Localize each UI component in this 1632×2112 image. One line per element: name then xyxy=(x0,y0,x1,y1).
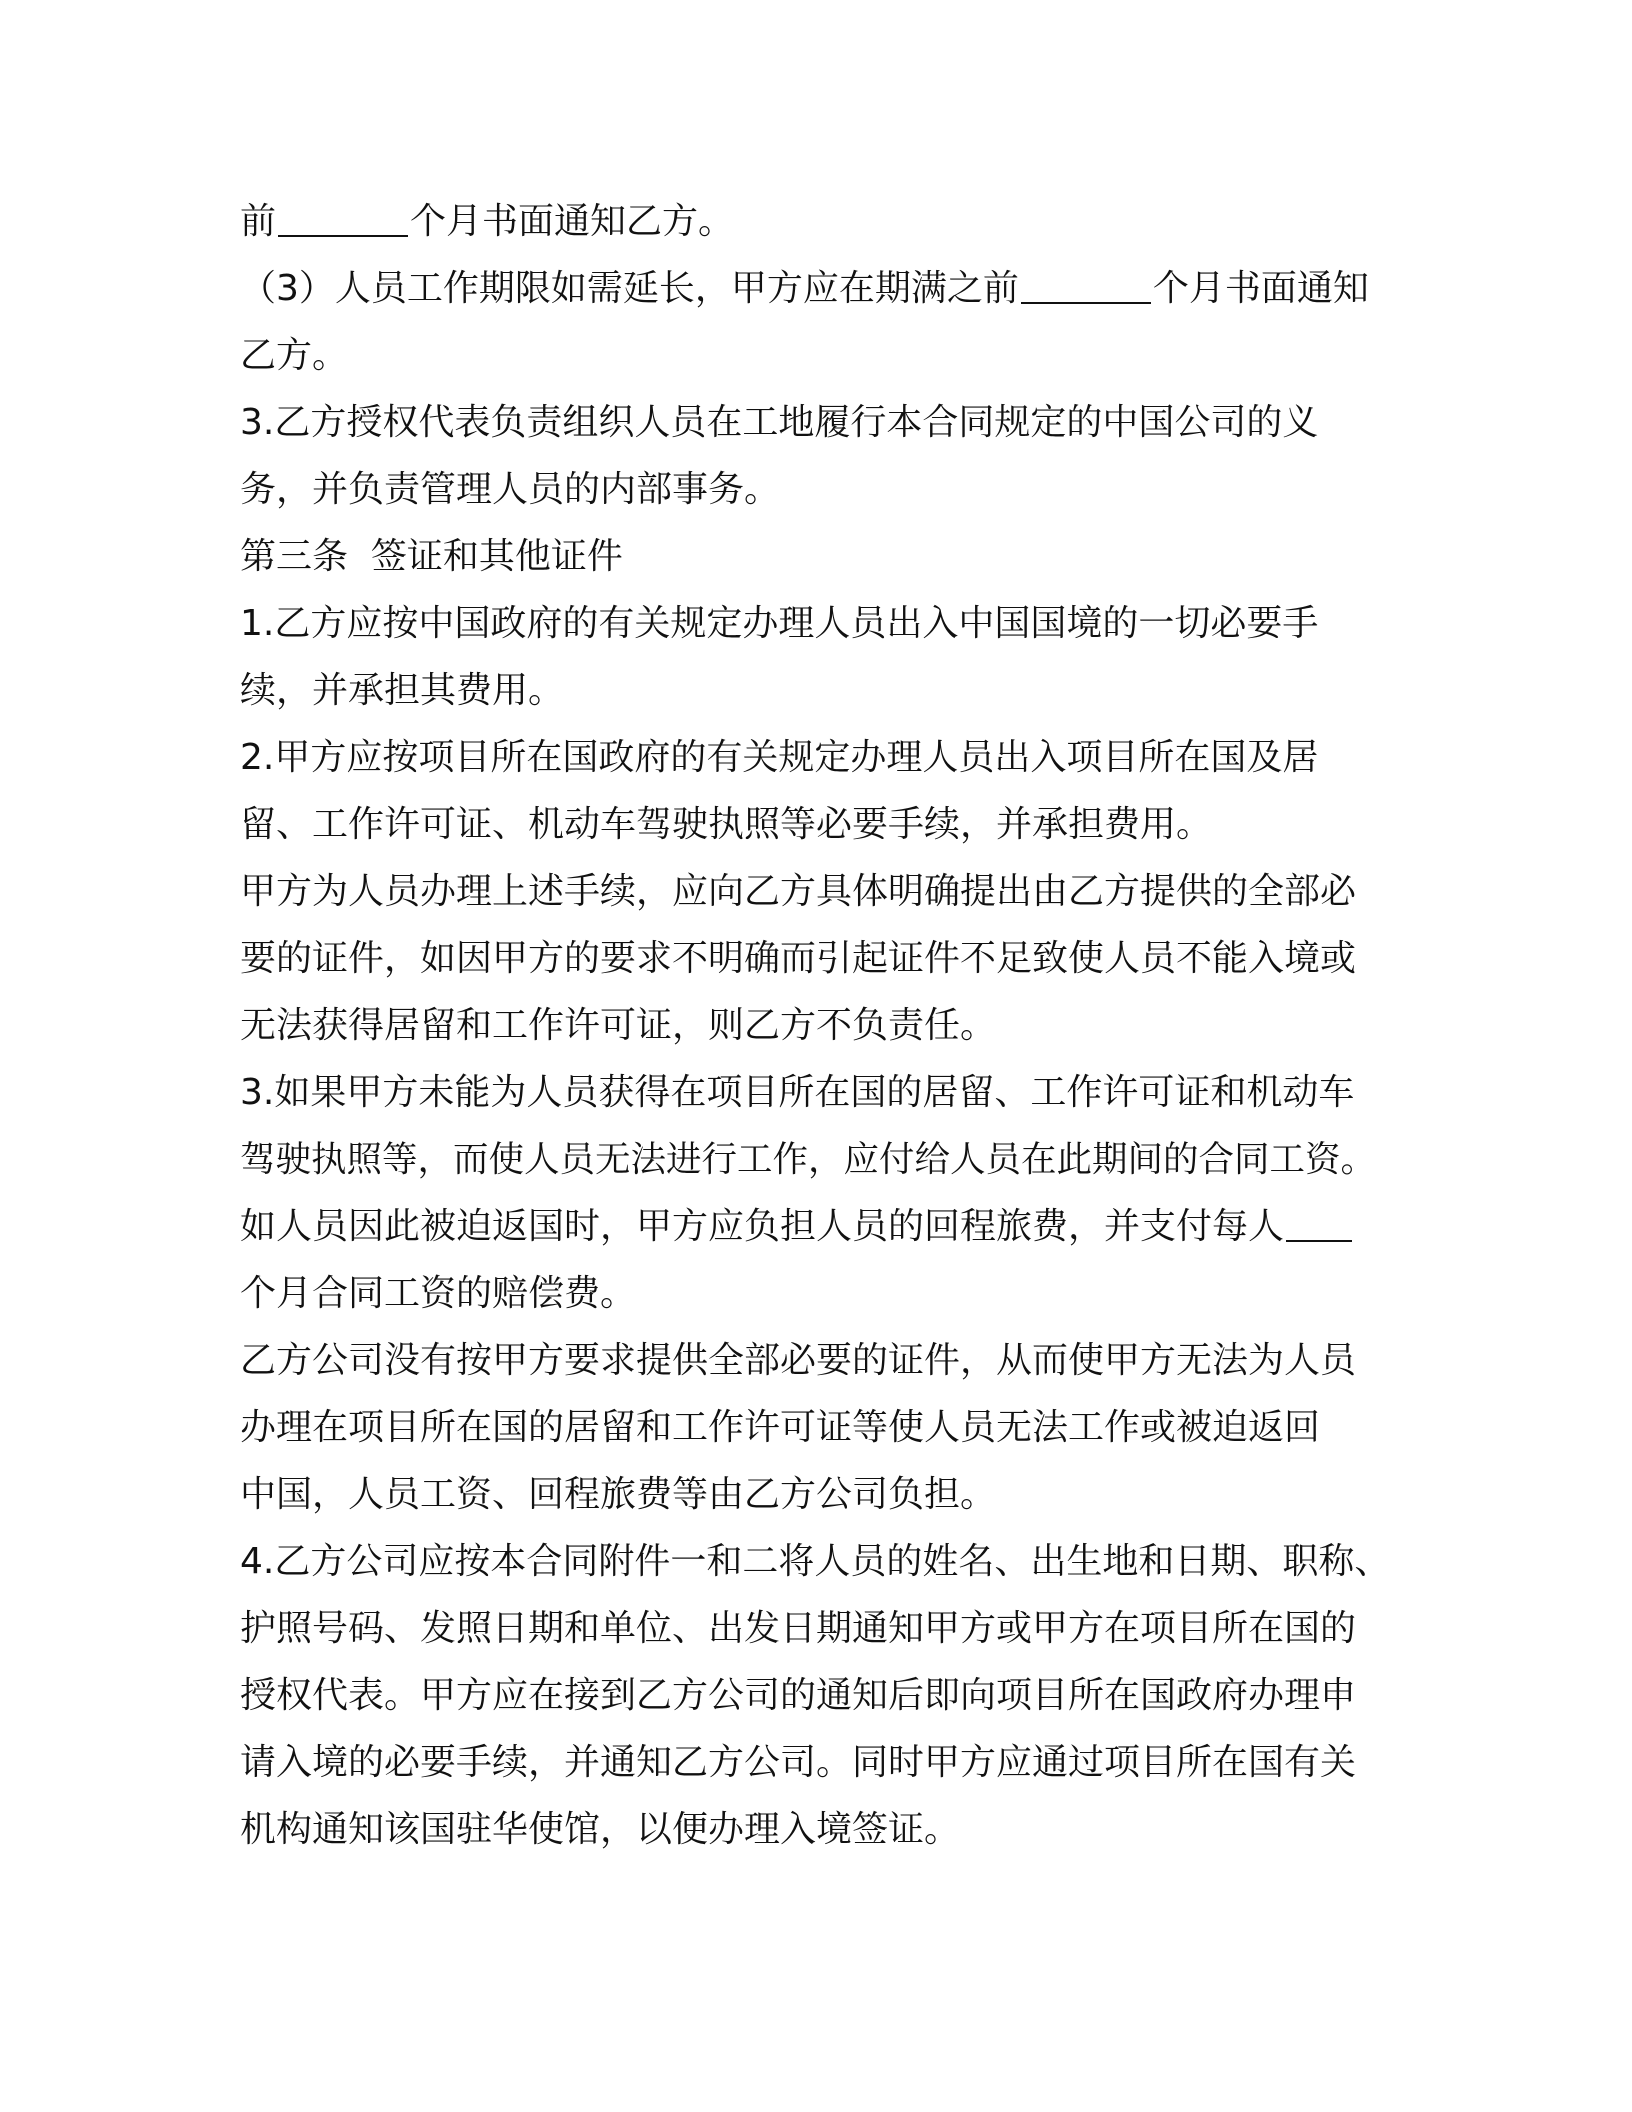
text-line xyxy=(240,456,1390,523)
text-line xyxy=(240,1193,1390,1260)
section-heading xyxy=(240,523,1390,590)
text-segment: 续，并承担其费用。 xyxy=(240,670,565,711)
text-segment: 4.乙方公司应按本合同附件一和二将人员的姓名、出生地和日期、职称、 xyxy=(240,1541,1391,1582)
text-segment: 个月合同工资的赔偿费。 xyxy=(240,1273,637,1314)
text-line xyxy=(240,1126,1390,1193)
fill-in-blank xyxy=(1286,1200,1352,1242)
text-segment: 驾驶执照等，而使人员无法进行工作，应付给人员在此期间的合同工资。 xyxy=(240,1139,1377,1180)
text-segment: 前 xyxy=(240,201,277,242)
text-segment: 3.乙方授权代表负责组织人员在工地履行本合同规定的中国公司的义 xyxy=(240,402,1319,443)
text-segment: 无法获得居留和工作许可证，则乙方不负责任。 xyxy=(240,1005,997,1046)
text-segment: 如人员因此被迫返国时，甲方应负担人员的回程旅费，并支付每人 xyxy=(240,1206,1285,1247)
text-segment: 要的证件，如因甲方的要求不明确而引起证件不足致使人员不能入境或 xyxy=(240,938,1357,979)
text-line xyxy=(240,1595,1390,1662)
text-segment: 办理在项目所在国的居留和工作许可证等使人员无法工作或被迫返回 xyxy=(240,1407,1321,1448)
text-segment: 务，并负责管理人员的内部事务。 xyxy=(240,469,781,510)
text-segment: 机构通知该国驻华使馆，以便办理入境签证。 xyxy=(240,1809,961,1850)
text-segment: 留、工作许可证、机动车驾驶执照等必要手续，并承担费用。 xyxy=(240,804,1213,845)
text-line xyxy=(240,1528,1390,1595)
text-line xyxy=(240,1059,1390,1126)
text-line xyxy=(240,657,1390,724)
fill-in-blank xyxy=(1021,262,1151,304)
text-segment: 个月书面通知 xyxy=(1152,268,1369,309)
text-line xyxy=(240,724,1390,791)
text-line xyxy=(240,322,1390,389)
text-line xyxy=(240,791,1390,858)
text-line xyxy=(240,858,1390,925)
text-segment: 3.如果甲方未能为人员获得在项目所在国的居留、工作许可证和机动车 xyxy=(240,1072,1355,1113)
text-segment: （3）人员工作期限如需延长，甲方应在期满之前 xyxy=(240,268,1019,309)
text-segment: 个月书面通知乙方。 xyxy=(410,201,735,242)
text-line xyxy=(240,590,1390,657)
text-segment: 乙方公司没有按甲方要求提供全部必要的证件，从而使甲方无法为人员 xyxy=(240,1340,1357,1381)
text-line xyxy=(240,1461,1390,1528)
text-line xyxy=(240,1729,1390,1796)
text-line xyxy=(240,255,1390,322)
text-segment: 中国，人员工资、回程旅费等由乙方公司负担。 xyxy=(240,1474,997,1515)
text-line xyxy=(240,1796,1390,1863)
text-line xyxy=(240,188,1390,255)
text-segment: 第三条 签证和其他证件 xyxy=(240,536,623,577)
text-segment: 1.乙方应按中国政府的有关规定办理人员出入中国国境的一切必要手 xyxy=(240,603,1319,644)
text-segment: 授权代表。甲方应在接到乙方公司的通知后即向项目所在国政府办理申 xyxy=(240,1675,1357,1716)
text-segment: 甲方为人员办理上述手续，应向乙方具体明确提出由乙方提供的全部必 xyxy=(240,871,1357,912)
text-line xyxy=(240,1260,1390,1327)
text-line xyxy=(240,925,1390,992)
text-line xyxy=(240,389,1390,456)
text-segment: 乙方。 xyxy=(240,335,349,376)
text-line xyxy=(240,1327,1390,1394)
fill-in-blank xyxy=(278,195,408,237)
text-segment: 护照号码、发照日期和单位、出发日期通知甲方或甲方在项目所在国的 xyxy=(240,1608,1357,1649)
text-segment: 请入境的必要手续，并通知乙方公司。同时甲方应通过项目所在国有关 xyxy=(240,1742,1357,1783)
text-line xyxy=(240,992,1390,1059)
text-segment: 2.甲方应按项目所在国政府的有关规定办理人员出入项目所在国及居 xyxy=(240,737,1319,778)
text-line xyxy=(240,1662,1390,1729)
text-line xyxy=(240,1394,1390,1461)
document-page xyxy=(240,188,1390,1863)
